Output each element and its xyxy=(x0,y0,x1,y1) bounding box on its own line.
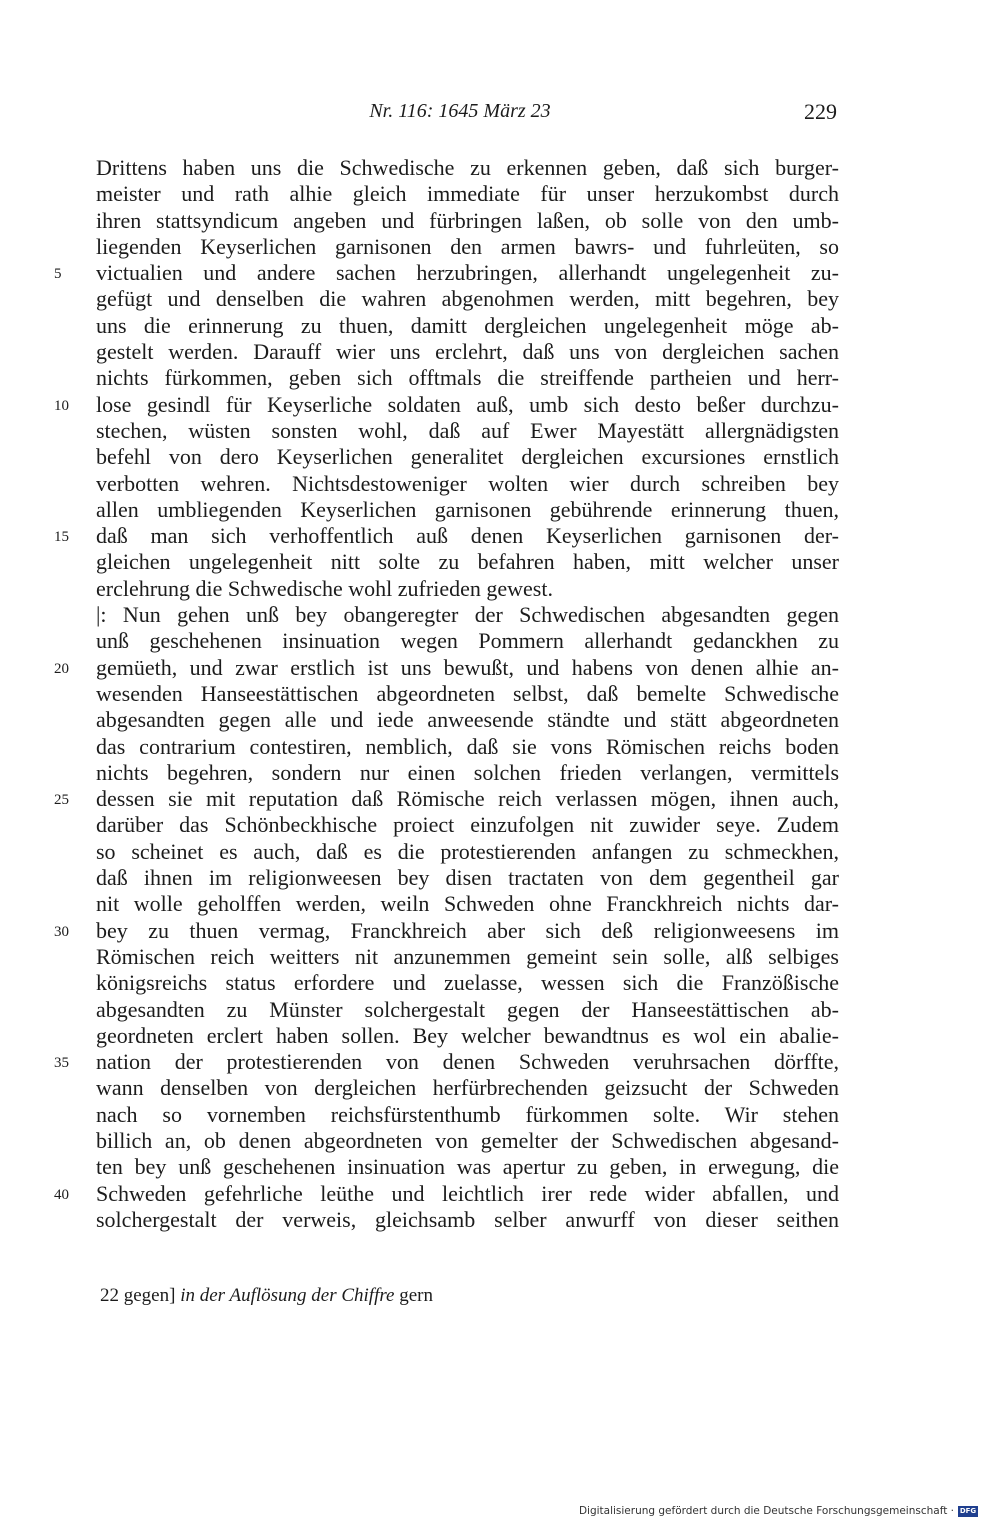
text-line xyxy=(96,418,839,444)
text-line xyxy=(96,576,839,602)
line-text: allen umbliegenden Keyserlichen garnisonen gebührende erinnerung thuen, xyxy=(96,496,839,522)
text-line xyxy=(96,208,839,234)
text-line xyxy=(96,812,839,838)
line-text: wesenden Hanseestättischen abgeordneten selbst, daß bemelte Schwedische xyxy=(96,680,839,706)
line-text: abgesandten zu Münster solchergestalt gegen der Hanseestättischen ab- xyxy=(96,996,839,1022)
text-line xyxy=(54,523,839,549)
line-text: uns die erinnerung zu thuen, damitt dergleichen ungelegenheit möge ab- xyxy=(96,312,839,338)
text-line xyxy=(96,839,839,865)
line-text: unß geschehenen insinuation wegen Pommern allerhandt gedanckhen zu xyxy=(96,628,839,654)
line-text: victualien und andere sachen herzubringen, allerhandt ungelegenheit zu- xyxy=(96,260,839,286)
text-line xyxy=(96,1102,839,1128)
credit-text: Digitalisierung gefördert durch die Deutsche Forschungsgemeinschaft · xyxy=(578,1505,954,1517)
line-text: darüber das Schönbeckhische proiect einzufolgen nit zuwider seye. Zudem xyxy=(96,812,839,838)
text-line xyxy=(54,260,839,286)
line-number: 40 xyxy=(54,1186,69,1203)
text-line xyxy=(96,181,839,207)
text-line xyxy=(96,681,839,707)
line-text: gleichen ungelegenheit nitt solte zu befahren haben, mitt welcher unser xyxy=(96,549,839,575)
text-line xyxy=(96,1154,839,1180)
line-number: 5 xyxy=(54,266,62,283)
line-text: wann denselben von dergleichen herfürbrechenden geizsucht der Schweden xyxy=(96,1075,839,1101)
text-line xyxy=(96,365,839,391)
dfg-logo-icon: DFG xyxy=(959,1506,977,1515)
text-line xyxy=(96,155,839,181)
line-text: bey zu thuen vermag, Franckhreich aber sich deß religionweesens im xyxy=(96,917,839,943)
line-text: nation der protestierenden von denen Schweden veruhrsachen dörffte, xyxy=(96,1049,839,1075)
line-text: nach so vornemben reichsfürstenthumb fürkommen solte. Wir stehen xyxy=(96,1101,839,1127)
text-line xyxy=(96,891,839,917)
line-text: abgesandten gegen alle und iede anweesende ständte und stätt abgeordneten xyxy=(96,707,839,733)
text-line xyxy=(54,786,839,812)
line-text: daß ihnen im religionweesen bey disen tractaten von dem gegentheil gar xyxy=(96,865,839,891)
text-line xyxy=(96,997,839,1023)
line-number: 30 xyxy=(54,923,69,940)
text-line xyxy=(96,549,839,575)
text-line xyxy=(54,1180,839,1207)
line-text: solchergestalt der verweis, gleichsamb selber anwurff von dieser seithen xyxy=(96,1206,839,1232)
running-head: Nr. 116: 1645 März 23 xyxy=(369,100,551,122)
text-line xyxy=(96,1128,839,1154)
line-text: königsreichs status erfordere und zuelasse, wessen sich die Franzößische xyxy=(96,970,839,996)
footnote-line-ref: 22 xyxy=(100,1285,119,1306)
digitization-credit xyxy=(579,1505,978,1517)
line-text: nichts begehren, sondern nur einen solchen frieden verlangen, vermittels xyxy=(96,759,839,785)
page-number: 229 xyxy=(804,99,837,124)
footnote-note: in der Auflösung der Chiffre xyxy=(180,1285,395,1306)
text-line xyxy=(96,1023,839,1049)
line-text: daß man sich verhoffentlich auß denen Keyserlichen garnisonen der- xyxy=(96,523,839,549)
text-line xyxy=(54,654,839,681)
line-text: gestelt werden. Darauff wier uns erclehrt, daß uns von dergleichen sachen xyxy=(96,339,839,365)
line-text: Römischen reich weitters nit anzunemmen gemeint sein solle, alß selbiges xyxy=(96,943,839,969)
text-line xyxy=(96,760,839,786)
text-line xyxy=(96,707,839,733)
text-line xyxy=(54,391,839,418)
body-text xyxy=(54,155,839,1233)
text-line xyxy=(96,339,839,365)
text-line xyxy=(96,1207,839,1233)
line-text: Schweden gefehrliche leüthe und leichtlich irer rede wider abfallen, und xyxy=(96,1180,839,1206)
line-text: erclehrung die Schwedische wohl zufrieden gewest. xyxy=(96,575,553,601)
line-text: geordneten erclert haben sollen. Bey welcher bewandtnus es wol ein abalie- xyxy=(96,1022,839,1048)
line-text: dessen sie mit reputation daß Römische reich verlassen mögen, ihnen auch, xyxy=(96,786,839,812)
line-number: 35 xyxy=(54,1055,69,1072)
line-text: liegenden Keyserlichen garnisonen den armen bawrs- und fuhrleüten, so xyxy=(96,233,839,259)
text-line xyxy=(54,917,839,944)
text-line xyxy=(96,313,839,339)
text-line xyxy=(96,1075,839,1101)
footnote-lemma: gegen] xyxy=(123,1285,176,1306)
text-line xyxy=(96,628,839,654)
text-line xyxy=(96,471,839,497)
line-text: billich an, ob denen abgeordneten von gemelter der Schwedischen abgesand- xyxy=(96,1127,839,1153)
line-number: 10 xyxy=(54,397,69,414)
line-text: gemüeth, und zwar erstlich ist uns bewußt, und habens von denen alhie an- xyxy=(96,654,839,680)
line-text: befehl von dero Keyserlichen generalitet dergleichen excursiones ernstlich xyxy=(96,444,839,470)
text-line xyxy=(96,865,839,891)
line-number: 15 xyxy=(54,529,69,546)
line-text: nichts fürkommen, geben sich offtmals die streiffende partheien und herr- xyxy=(96,365,839,391)
text-line xyxy=(96,286,839,312)
line-number: 20 xyxy=(54,660,69,677)
line-text: so scheinet es auch, daß es die protestierenden anfangen zu schmeckhen, xyxy=(96,838,839,864)
text-line xyxy=(96,234,839,260)
line-number: 25 xyxy=(54,792,69,809)
line-text: meister und rath alhie gleich immediate für unser herzukombst durch xyxy=(96,181,839,207)
text-line xyxy=(96,970,839,996)
text-line xyxy=(96,444,839,470)
line-text: nit wolle geholffen werden, weiln Schweden ohne Franckhreich nichts dar- xyxy=(96,891,839,917)
line-text: lose gesindl für Keyserliche soldaten auß, umb sich desto beßer durchzu- xyxy=(96,391,839,417)
footnote-reading: gern xyxy=(399,1285,433,1306)
text-line xyxy=(96,734,839,760)
line-text: gefügt und denselben die wahren abgenohmen werden, mitt begehren, bey xyxy=(96,286,839,312)
line-text: ihren stattsyndicum angeben und fürbringen laßen, ob solle von den umb- xyxy=(96,207,839,233)
line-text: stechen, wüsten sonsten wohl, daß auf Ewer Mayestätt allergnädigsten xyxy=(96,417,839,443)
line-text: ten bey unß geschehenen insinuation was apertur zu geben, in erwegung, die xyxy=(96,1154,839,1180)
line-text: |: Nun gehen unß bey obangeregter der Schwedischen abgesandten gegen xyxy=(96,602,839,628)
footnote xyxy=(100,1285,433,1307)
text-line xyxy=(96,944,839,970)
text-line xyxy=(96,497,839,523)
line-text: das contrarium contestiren, nemblich, daß sie vons Römischen reichs boden xyxy=(96,733,839,759)
line-text: verbotten wehren. Nichtsdestoweniger wolten wier durch schreiben bey xyxy=(96,470,839,496)
text-line xyxy=(96,602,839,628)
text-line xyxy=(54,1049,839,1075)
line-text: Drittens haben uns die Schwedische zu erkennen geben, daß sich burger- xyxy=(96,155,839,180)
